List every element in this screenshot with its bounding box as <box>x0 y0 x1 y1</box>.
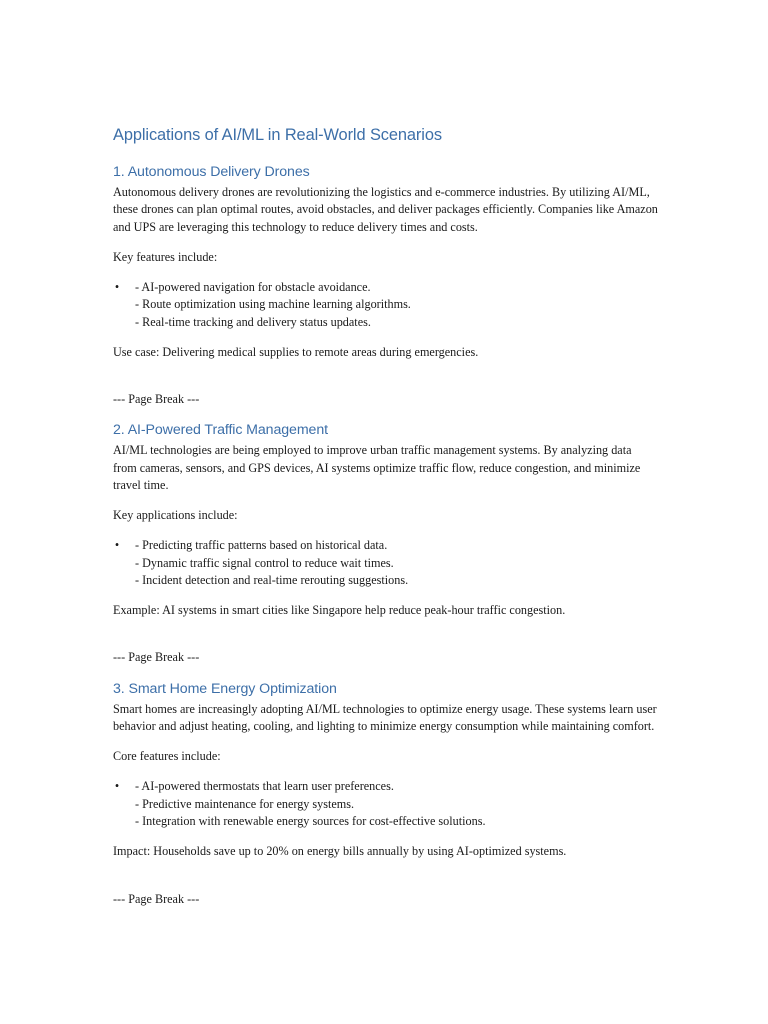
list-item: - AI-powered navigation for obstacle avoidance. <box>135 279 371 294</box>
section-intro: AI/ML technologies are being employed to improve urban traffic management systems. By analyzing data from cameras, sensors, and GPS devices, AI systems optimize traffic flow, reduce congestion, and minimize travel time. <box>113 443 641 493</box>
section-closing: Example: AI systems in smart cities like Singapore help reduce peak-hour traffic congestion. <box>113 603 566 618</box>
list-item: - AI-powered thermostats that learn user preferences. <box>135 779 394 794</box>
feature-list <box>113 778 658 830</box>
page-break: --- Page Break --- <box>113 392 200 407</box>
bullet-marker: • <box>114 279 120 294</box>
list-label: Key features include: <box>113 249 218 264</box>
section-intro: Smart homes are increasingly adopting AI/ML technologies to optimize energy usage. These systems learn user behavior and adjust heating, cooling, and lighting to minimize energy consumption while maintaining comfort. <box>113 701 657 734</box>
section-smart-home-energy <box>113 679 658 908</box>
list-item: - Real-time tracking and delivery status updates. <box>135 314 371 329</box>
list-item: - Incident detection and real-time rerouting suggestions. <box>135 573 409 588</box>
list-item: - Integration with renewable energy sources for cost-effective solutions. <box>135 814 486 829</box>
section-heading: 3. Smart Home Energy Optimization <box>113 680 337 697</box>
section-heading: 2. AI-Powered Traffic Management <box>113 422 328 439</box>
feature-list <box>113 537 658 589</box>
bullet-marker: • <box>114 779 120 794</box>
section-closing: Use case: Delivering medical supplies to remote areas during emergencies. <box>113 344 479 359</box>
list-item: - Route optimization using machine learning algorithms. <box>135 297 411 312</box>
list-item: - Predicting traffic patterns based on historical data. <box>135 538 388 553</box>
section-closing: Impact: Households save up to 20% on energy bills annually by using AI-optimized systems. <box>113 844 567 859</box>
feature-list <box>113 279 658 331</box>
page-break: --- Page Break --- <box>113 650 200 665</box>
document-page <box>113 124 658 920</box>
section-heading: 1. Autonomous Delivery Drones <box>113 164 310 180</box>
list-label: Core features include: <box>113 749 221 764</box>
section-intro: Autonomous delivery drones are revolutionizing the logistics and e-commerce industries. By utilizing AI/ML, these drones can plan optimal routes, avoid obstacles, and deliver packages efficiently. Companies like Amazon and UPS are leveraging this technology to reduce delivery times and costs. <box>113 185 658 234</box>
bullet-marker: • <box>114 538 120 553</box>
list-label: Key applications include: <box>113 508 238 523</box>
list-item: - Predictive maintenance for energy systems. <box>135 796 355 811</box>
list-item: - Dynamic traffic signal control to reduce wait times. <box>135 555 394 570</box>
section-traffic-management <box>113 420 658 666</box>
document-title: Applications of AI/ML in Real-World Scenarios <box>113 126 442 144</box>
page-break: --- Page Break --- <box>113 891 200 906</box>
section-autonomous-delivery-drones <box>113 162 658 408</box>
